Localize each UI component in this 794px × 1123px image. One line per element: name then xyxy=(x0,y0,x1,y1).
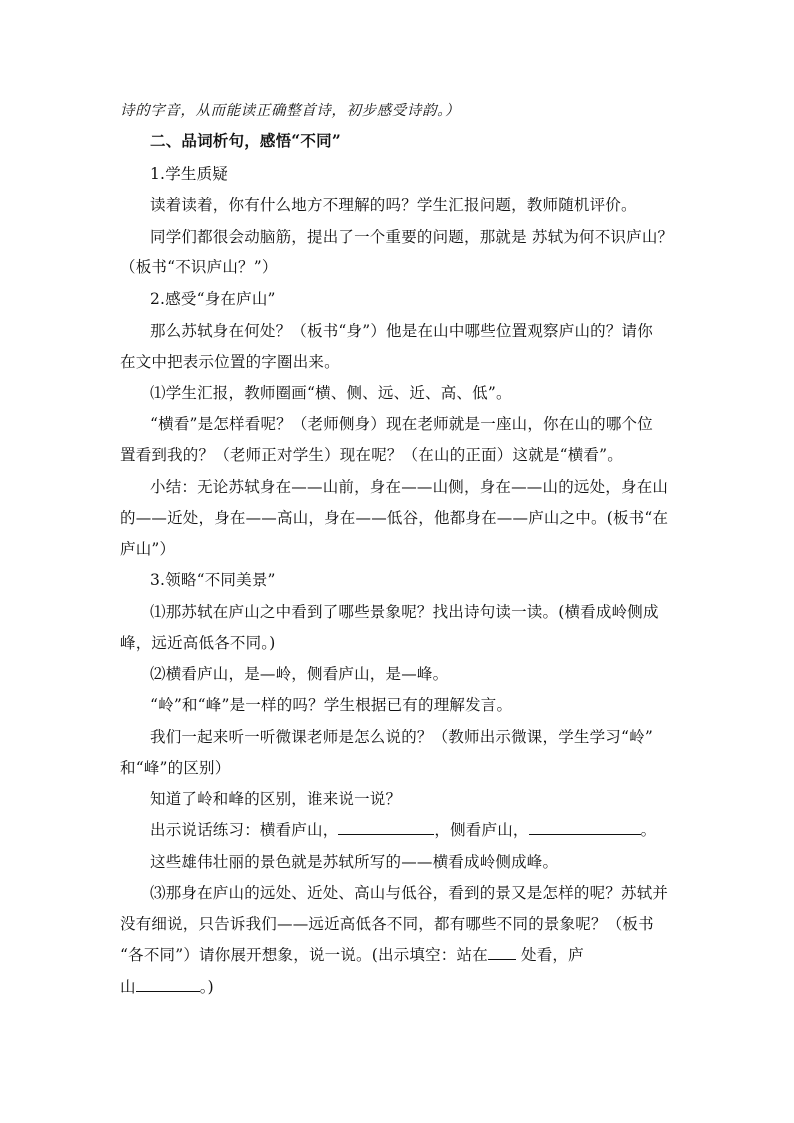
fill-in-text-3: 山 xyxy=(120,978,136,996)
list-item-3-line-1: ⑶那身在庐山的远处、近处、高山与低谷，看到的景又是怎样的呢？苏轼并 xyxy=(150,884,669,902)
paragraph-summary-line-2: 的——近处，身在——高山，身在——低谷，他都身在——庐山之中。(板书“在 xyxy=(120,509,669,527)
paragraph-continuation: 诗的字音，从而能读正确整首诗，初步感受诗韵。） xyxy=(120,103,461,119)
fill-in-text-1: “各不同”）请你展开想象，说一说。(出示填空：站在 xyxy=(120,946,488,964)
subheading-student-questions: 1.学生质疑 xyxy=(150,165,228,183)
paragraph-majestic-scenery: 这些雄伟壮丽的景色就是苏轼所写的——横看成岭侧成峰。 xyxy=(150,853,559,871)
speaking-exercise xyxy=(150,820,680,840)
list-item-1-scenery-line-2: 峰，远近高低各不同。) xyxy=(120,634,276,652)
blank-fill-1[interactable] xyxy=(338,820,434,835)
paragraph-reading: 读着读着，你有什么地方不理解的吗？学生汇报问题，教师随机评价。 xyxy=(150,196,637,214)
paragraph-summary-line-3: 庐山”） xyxy=(120,540,176,558)
paragraph-micro-lesson-line-1: 我们一起来听一听微课老师是怎么说的？（教师出示微课，学生学习“岭” xyxy=(150,728,653,746)
section-heading-2: 二、品词析句，感悟“不同” xyxy=(150,131,341,150)
list-item-3-line-4 xyxy=(120,977,680,997)
subheading-feel-in-lushan: 2.感受“身在庐山” xyxy=(150,290,276,308)
paragraph-ridge-peak-question: “岭”和“峰”是一样的吗？学生根据已有的理解发言。 xyxy=(150,696,513,714)
speaking-exercise-text-2: ，侧看庐山， xyxy=(434,821,529,839)
blank-fill-3[interactable] xyxy=(488,945,516,960)
list-item-2-ridge-peak: ⑵横看庐山，是—岭，侧看庐山，是—峰。 xyxy=(150,665,449,683)
speaking-exercise-text-1: 出示说话练习：横看庐山， xyxy=(150,821,339,839)
blank-fill-4[interactable] xyxy=(136,977,200,992)
list-item-1-scenery-line-1: ⑴那苏轼在庐山之中看到了哪些景象呢？找出诗句读一读。(横看成岭侧成 xyxy=(150,603,659,621)
paragraph-hengkan-line-2: 置看到我的？（老师正对学生）现在呢？（在山的正面）这就是“横看”。 xyxy=(120,446,623,464)
subheading-different-scenery: 3.领略“不同美景” xyxy=(150,571,276,589)
blank-fill-2[interactable] xyxy=(529,820,641,835)
paragraph-position-line-1: 那么苏轼身在何处？（板书“身”）他是在山中哪些位置观察庐山的？请你 xyxy=(150,322,653,340)
list-item-3-line-3 xyxy=(120,945,680,965)
fill-in-text-2: 处看，庐 xyxy=(515,946,584,964)
list-item-1-report: ⑴学生汇报，教师圈画“横、侧、远、近、高、低”。 xyxy=(150,384,512,402)
paragraph-question-line-1: 同学们都很会动脑筋，提出了一个重要的问题，那就是 苏轼为何不识庐山？ xyxy=(150,228,674,246)
paragraph-summary-line-1: 小结：无论苏轼身在——山前，身在——山侧，身在——山的远处，身在山 xyxy=(150,478,669,496)
paragraph-position-line-2: 在文中把表示位置的字圈出来。 xyxy=(120,353,340,371)
list-item-3-line-2: 没有细说，只告诉我们——远近高低各不同，都有哪些不同的景象呢？（板书 xyxy=(120,915,654,933)
fill-in-text-4: 。) xyxy=(199,978,214,996)
paragraph-hengkan-line-1: “横看”是怎样看呢？（老师侧身）现在老师就是一座山，你在山的哪个位 xyxy=(150,415,653,433)
speaking-exercise-text-3: 。 xyxy=(640,821,657,839)
paragraph-micro-lesson-line-2: 和“峰”的区别） xyxy=(120,759,231,777)
paragraph-question-line-2: （板书“不识庐山？”） xyxy=(120,258,278,276)
paragraph-who-will-say: 知道了岭和峰的区别，谁来说一说？ xyxy=(150,790,402,808)
